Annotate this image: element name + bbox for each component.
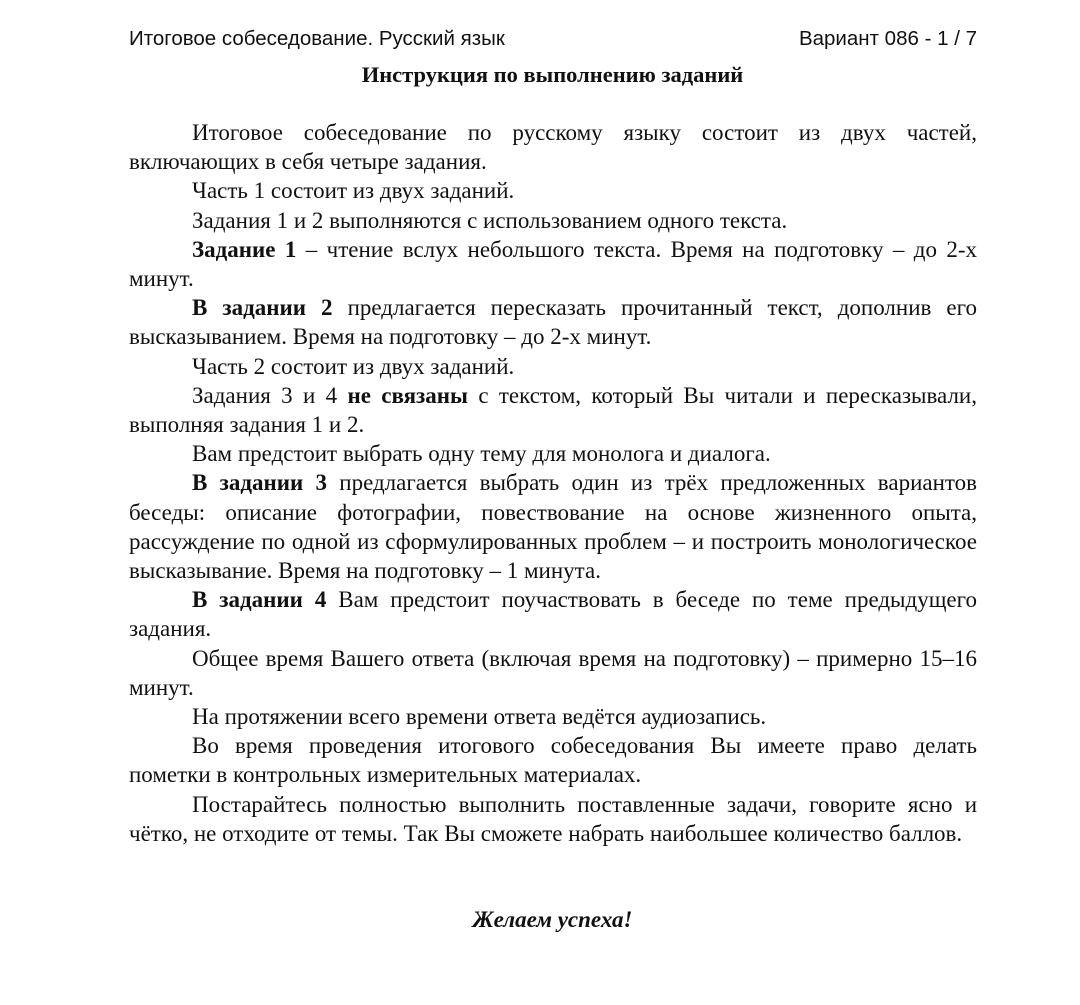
paragraph-intro: Итоговое собеседование по русскому языку состоит из двух частей, включающих в себя четыре задания. [129,120,977,175]
page-header [129,24,977,54]
paragraph-part2: Часть 2 состоит из двух заданий. [192,353,515,379]
paragraph-task3 [129,468,977,585]
header-exam-title: Итоговое собеседование. Русский язык [129,27,505,50]
paragraph-task4 [129,585,977,643]
closing-wish: Желаем успеха! [472,907,633,932]
paragraph-task1 [129,235,977,293]
paragraph-task2 [129,293,977,351]
paragraph-topic-choice: Вам предстоит выбрать одну тему для монолога и диалога. [192,441,771,467]
task2-text: предлагается пересказать прочитанный текст, дополнив его высказыванием. Время на подготовку – до 2-х минут. [129,295,977,350]
paragraph-advice: Постарайтесь полностью выполнить поставленные задачи, говорите ясно и чётко, не отходите от темы. Так Вы сможете набрать наибольшее количество баллов. [129,791,977,846]
task4-label: В задании 4 [192,587,327,613]
task4-text: Вам предстоит поучаствовать в беседе по теме предыдущего задания. [129,587,977,642]
task1-label: Задание 1 [192,236,297,262]
paragraph-tasks-3-4 [129,381,977,439]
tasks-3-4-text-b: с текстом, который Вы читали и пересказывали, выполняя задания 1 и 2. [129,382,977,438]
header-variant-page: Вариант 086 - 1 / 7 [798,27,977,50]
paragraph-total-time: Общее время Вашего ответа (включая время на подготовку) – примерно 15–16 минут. [129,645,977,700]
task3-text: предлагается выбрать один из трёх предложенных вариантов беседы: описание фотографии, повествование на основе жизненного опыта, рассуждение по одной из сформулированных проблем – и построить монологическое высказывание. Время на подготовку – 1 минута. [129,470,978,584]
paragraph-tasks-1-2: Задания 1 и 2 выполняются с использованием одного текста. [192,207,788,233]
paragraph-notes: Во время проведения итогового собеседования Вы имеете право делать пометки в контрольных измерительных материалах. [129,733,977,788]
not-related-label: не связаны [347,382,468,408]
paragraph-part1: Часть 1 состоит из двух заданий. [192,178,515,204]
page-title: Инструкция по выполнению заданий [361,62,744,87]
task1-text: – чтение вслух небольшого текста. Время на подготовку – до 2-х минут. [129,236,977,292]
tasks-3-4-text-a: Задания 3 и 4 [192,382,348,408]
instructions-body [129,118,977,848]
paragraph-audio-recording: На протяжении всего времени ответа ведётся аудиозапись. [192,704,767,730]
task3-label: В задании 3 [192,470,327,496]
task2-label: В задании 2 [192,295,333,321]
